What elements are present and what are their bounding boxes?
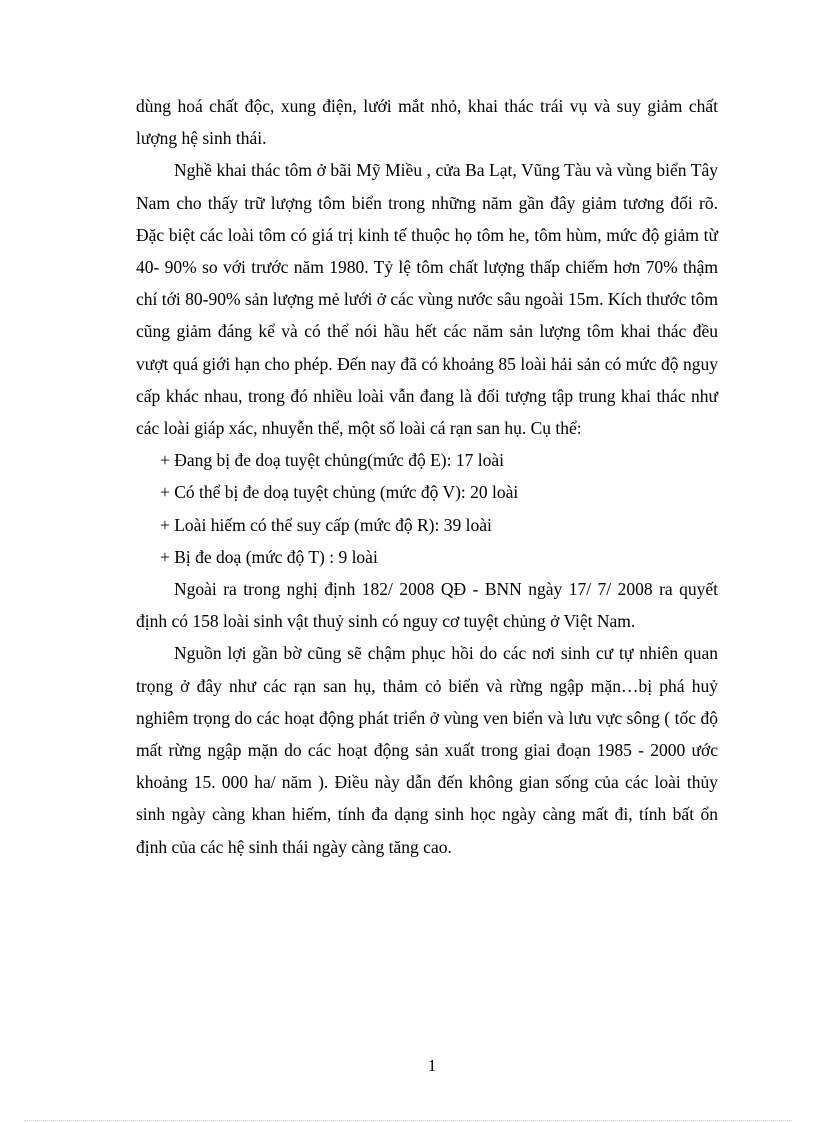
- list-item-vulnerable: + Có thể bị đe doạ tuyệt chủng (mức độ V): 20 loài: [160, 482, 519, 503]
- body-text: [136, 90, 718, 863]
- paragraph-coastal-resources: Nguồn lợi gần bờ cũng sẽ chậm phục hồi do các nơi sinh cư tự nhiên quan trọng ở đây như các rạn san hụ, thảm cỏ biển và rừng ngập mặn…bị phá huỷ nghiêm trọng do các hoạt động phát triển ở vùng ven biển và lưu vực sông ( tốc độ mất rừng ngập mặn do các hoạt động sản xuất trong giai đoạn 1985 - 2000 ước khoảng 15. 000 ha/ năm ). Điều này dẫn đến không gian sống của các loài thủy sinh ngày càng khan hiếm, tính đa dạng sinh học ngày càng mất đi, tính bất ổn định của các hệ sinh thái ngày càng tăng cao.: [136, 643, 718, 857]
- page-bottom-divider: [24, 1120, 792, 1121]
- page-number: 1: [427, 1056, 437, 1075]
- list-item-threatened: + Bị đe doạ (mức độ T) : 9 loài: [160, 546, 378, 567]
- list-item-rare: + Loài hiếm có thể suy cấp (mức độ R): 39 loài: [160, 514, 492, 535]
- paragraph-decree: Ngoài ra trong nghị định 182/ 2008 QĐ - BNN ngày 17/ 7/ 2008 ra quyết định có 158 loài sinh vật thuỷ sinh có nguy cơ tuyệt chủng ở Việt Nam.: [136, 579, 718, 632]
- paragraph-continuation: dùng hoá chất độc, xung điện, lưới mắt nhỏ, khai thác trái vụ và suy giảm chất lượng hệ sinh thái.: [136, 96, 718, 149]
- list-item-endangered: + Đang bị đe doạ tuyệt chủng(mức độ E): 17 loài: [160, 450, 504, 471]
- paragraph-shrimp-fishing: Nghề khai thác tôm ở bãi Mỹ Miều , cửa Ba Lạt, Vũng Tàu và vùng biển Tây Nam cho thấy trữ lượng tôm biển trong những năm gần đây giảm tương đối rõ. Đặc biệt các loài tôm có giá trị kinh tế thuộc họ tôm he, tôm hùm, mức độ giảm từ 40- 90% so với trước năm 1980. Tỷ lệ tôm chất lượng thấp chiếm hơn 70% thậm chí tới 80-90% sản lượng mẻ lưới ở các vùng nước sâu ngoài 15m. Kích thước tôm cũng giảm đáng kể và có thể nói hầu hết các năm sản lượng tôm khai thác đều vượt quá giới hạn cho phép. Đến nay đã có khoảng 85 loài hải sản có mức độ nguy cấp khác nhau, trong đó nhiều loài vẫn đang là đối tượng tập trung khai thác như các loài giáp xác, nhuyễn thể, một số loài cá rạn san hụ. Cụ thể:: [136, 160, 718, 439]
